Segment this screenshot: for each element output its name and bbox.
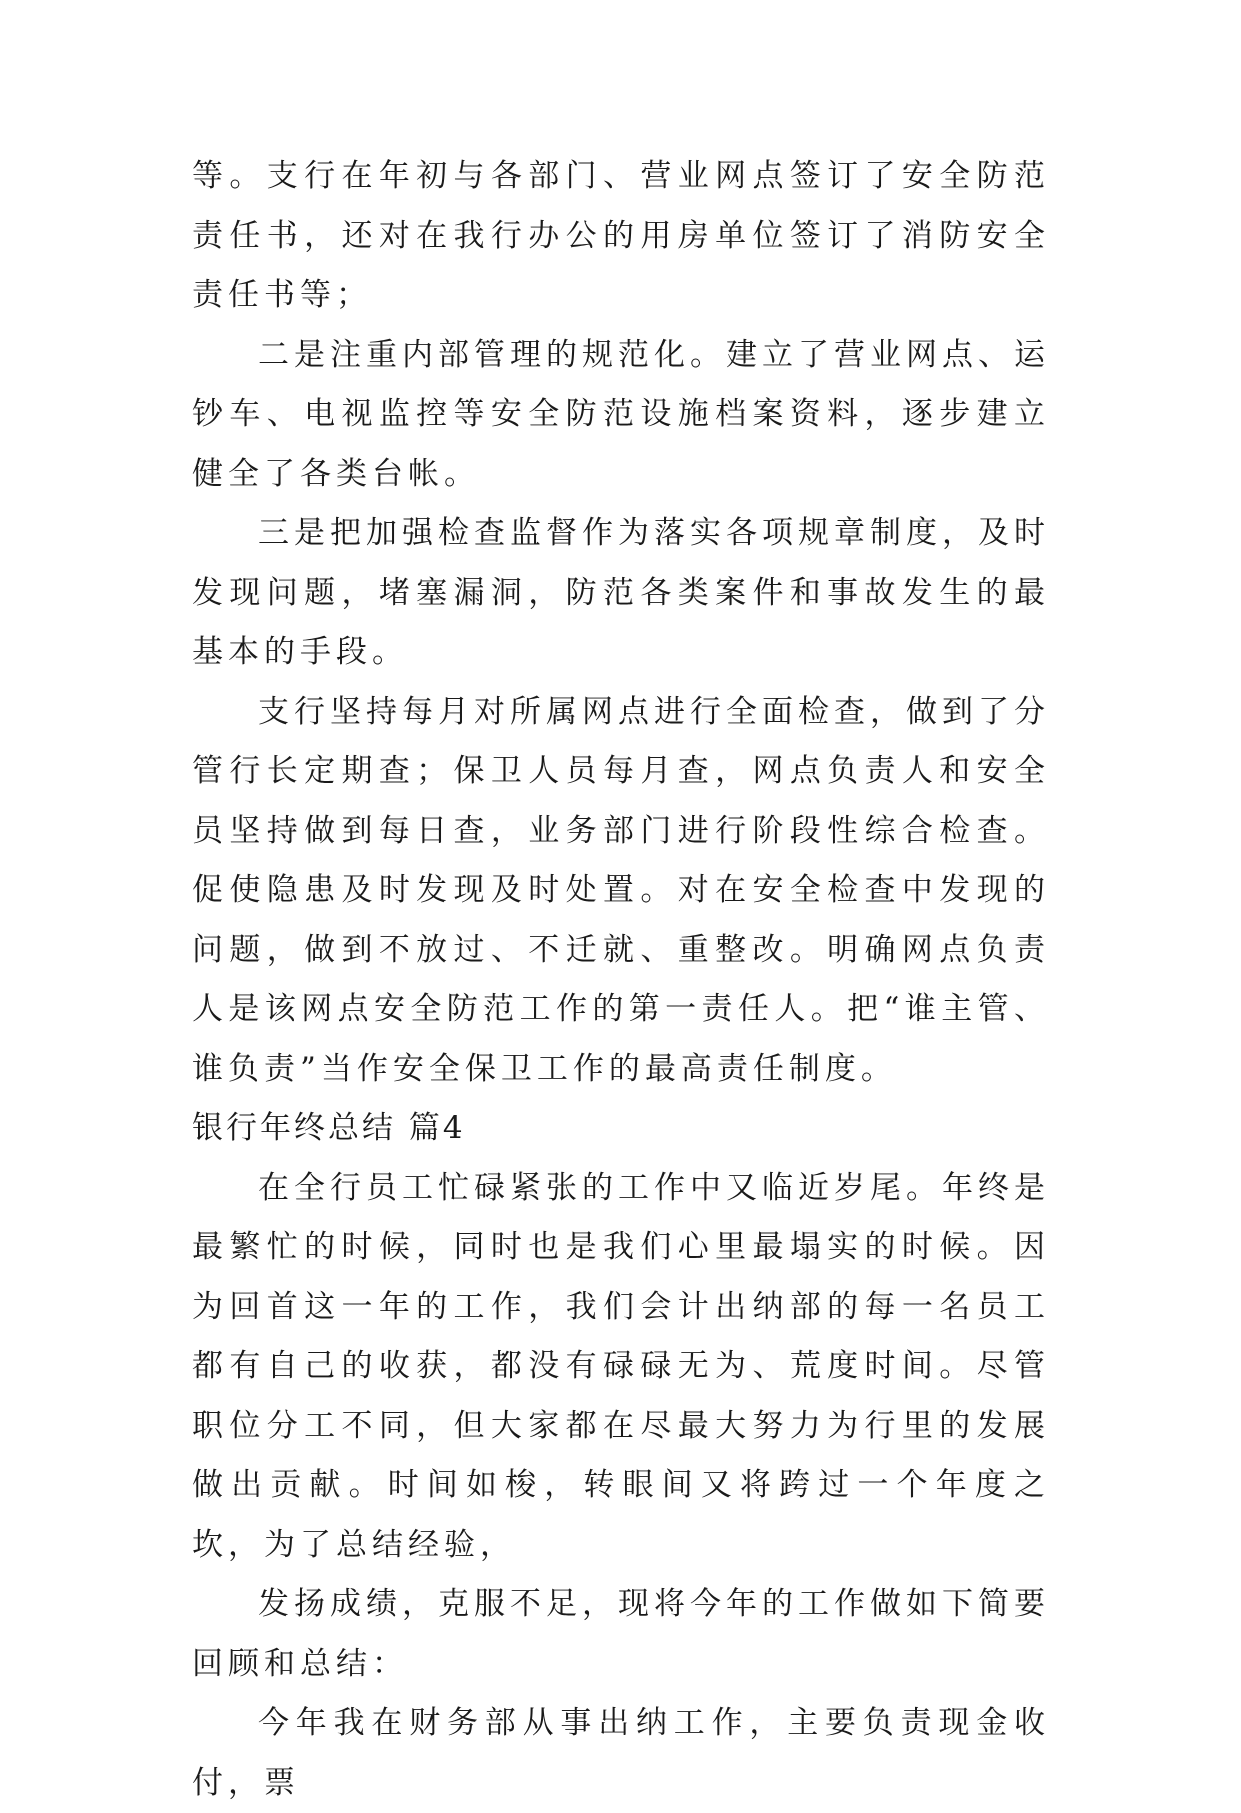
document-body <box>192 147 1050 1813</box>
paragraph-cashier-work: 今年我在财务部从事出纳工作，主要负责现金收付，票 <box>192 1705 1050 1801</box>
section-heading: 银行年终总结 篇4 <box>192 1110 466 1146</box>
paragraph-summary-intro: 发扬成绩，克服不足，现将今年的工作做如下简要回顾和总结： <box>192 1586 1050 1682</box>
paragraph-monthly-inspection: 支行坚持每月对所属网点进行全面检查，做到了分管行长定期查；保卫人员每月查，网点负责人和安全员坚持做到每日查，业务部门进行阶段性综合检查。促使隐患及时发现及时处置。对在安全检查中发现的问题，做到不放过、不迁就、重整改。明确网点负责人是该网点安全防范工作的第一责任人。把“谁主管、谁负责”当作安全保卫工作的最高责任制度。 <box>192 693 1050 1087</box>
paragraph-internal-management: 二是注重内部管理的规范化。建立了营业网点、运钞车、电视监控等安全防范设施档案资料，逐步建立健全了各类台帐。 <box>192 336 1050 492</box>
paragraph-year-end-intro: 在全行员工忙碌紧张的工作中又临近岁尾。年终是最繁忙的时候，同时也是我们心里最塌实的时候。因为回首这一年的工作，我们会计出纳部的每一名员工都有自己的收获，都没有碌碌无为、荒度时间。尽管职位分工不同，但大家都在尽最大努力为行里的发展做出贡献。时间如梭，转眼间又将跨过一个年度之坎，为了总结经验， <box>192 1169 1050 1563</box>
paragraph-security-agreements: 等。支行在年初与各部门、营业网点签订了安全防范责任书，还对在我行办公的用房单位签订了消防安全责任书等； <box>192 158 1050 313</box>
paragraph-inspection-supervision: 三是把加强检查监督作为落实各项规章制度，及时发现问题，堵塞漏洞，防范各类案件和事故发生的最基本的手段。 <box>192 515 1050 670</box>
